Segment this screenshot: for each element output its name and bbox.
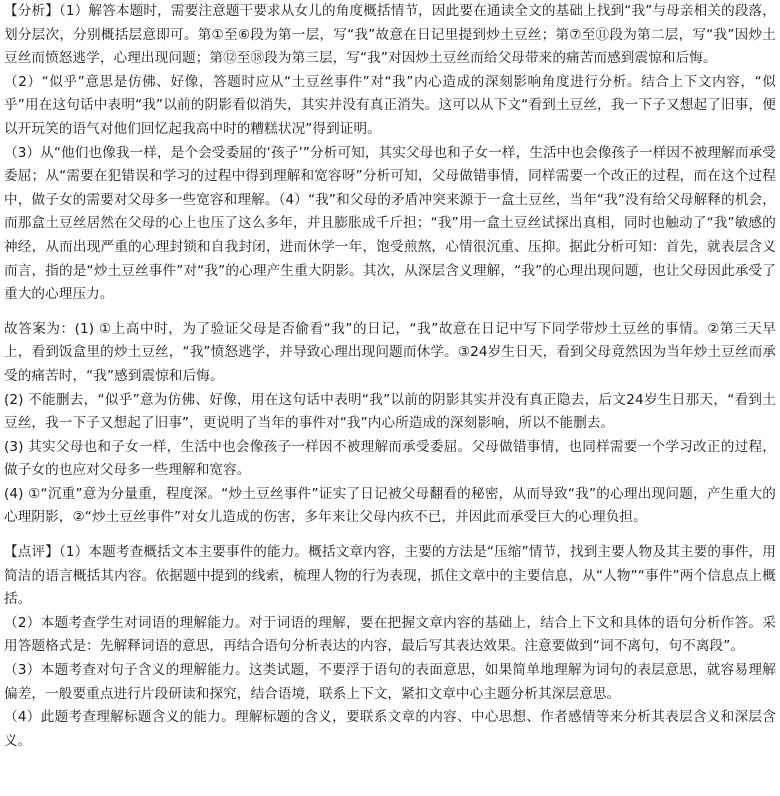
comment-section	[4, 541, 776, 753]
answer-paragraph-3: (3) 其实父母也和子女一样，生活中也会像孩子一样因不被理解而承受委屈。父母做错事情，也同样需要一个学习改正的过程，做子女的也应对父母多一些理解和宽容。	[4, 438, 776, 479]
answer-paragraph-4: (4) ①“沉重”意为分量重，程度深。“炒土豆丝事件”证实了日记被父母翻看的秘密，从而导致“我”的心理出现问题，产生重大的心理阴影，②“炒土豆丝事件”对女儿造成的伤害，多年来让父母内疚不已，并因此而承受巨大的心理负担。	[4, 485, 776, 526]
analysis-paragraph-2: （2）“似乎”意思是仿佛、好像，答题时应从“土豆丝事件”对“我”内心造成的深刻影响角度进行分析。结合上下文内容，“似乎”用在这句话中表明“我”以前的阴影看似消失，其实并没有真正消失。这可以从下文“看到土豆丝，我一下子又想起了旧事，便以开玩笑的语气对他们回忆起我高中时的糟糕状况”得到证明。	[4, 73, 776, 137]
comment-paragraph-3: （3）本题考查对句子含义的理解能力。这类试题，不要浮于语句的表面意思，如果简单地理解为词句的表层意思，就容易理解偏差，一般要重点进行片段研读和探究，结合语境，联系上下文，紧扣文章中心主题分析其深层意思。	[4, 662, 776, 702]
answer-section	[4, 318, 776, 530]
comment-paragraph-1: 【点评】（1）本题考查概括文本主要事件的能力。概括文章内容，主要的方法是“压缩”情节，找到主要人物及其主要的事件，用简洁的语言概括其内容。依据题中提到的线索，梳理人物的行为表现，抓住文章中的主要信息，从“人物”“事件”两个信息点上概括。	[4, 544, 776, 608]
analysis-section	[4, 0, 776, 307]
section-spacer	[4, 530, 776, 541]
comment-paragraph-4: （4）此题考查理解标题含义的能力。理解标题的含义，要联系文章的内容、中心思想、作者感情等来分析其表层含义和深层含义。	[4, 709, 776, 749]
analysis-paragraph-3: （3）从“他们也像我一样，是个会受委屈的‘孩子’”分析可知，其实父母也和子女一样，生活中也会像孩子一样因不被理解而承受委屈；从“需要在犯错误和学习的过程中得到理解和宽容呀”分析可知，父母做错事情，同样需要一个改正的过程，而在这个过程中，做子女的需要对父母多一些宽容和理解。（4）“我”和父母的矛盾冲突来源于一盒土豆丝，当年“我”没有给父母解释的机会，而那盒土豆丝居然在父母的心上也压了这么多年，并且膨胀成千斤担；“我”用一盒土豆丝试探出真相，同时也触动了“我”敏感的神经，从而出现严重的心理封锁和自我封闭，进而休学一年，饱受煎熬，心情很沉重、压抑。据此分析可知：首先，就表层含义而言，指的是“炒土豆丝事件”对“我”的心理产生重大阴影。其次，从深层含义理解，“我”的心理出现问题，也让父母因此承受了重大的心理压力。	[4, 144, 776, 303]
comment-paragraph-2: （2）本题考查学生对词语的理解能力。对于词语的理解，要在把握文章内容的基础上，结合上下文和具体的语句分析作答。采用答题格式是：先解释词语的意思，再结合语句分析表达的内容，最后写其表达效果。注意要做到“词不离句，句不离段”。	[4, 614, 776, 655]
section-spacer	[4, 307, 776, 318]
answer-paragraph-1: 故答案为：(1) ①上高中时，为了验证父母是否偷看“我”的日记，“我”故意在日记中写下同学带炒土豆丝的事情。②第三天早上，看到饭盒里的炒土豆丝，“我”愤怒逃学，并导致心理出现问题而休学。③24岁生日天，看到父母竟然因为当年炒土豆丝而承受的痛苦时，“我”感到震惊和后悔。	[4, 320, 776, 384]
answer-paragraph-2: (2) 不能删去，“似乎”意为仿佛、好像，用在这句话中表明“我”以前的阴影其实并没有真正隐去，后文24岁生日那天，“看到土豆丝，我一下子又想起了旧事”，更说明了当年的事件对“我”内心所造成的深刻影响，所以不能删去。	[4, 391, 776, 432]
analysis-paragraph-1: 【分析】（1）解答本题时，需要注意题干要求从女儿的角度概括情节，因此要在通读全文的基础上找到“我”与母亲相关的段落，划分层次，分别概括层意即可。第①至⑥段为第一层，写“我”故意在日记里提到炒土豆丝；第⑦至⑪段为第二层，写“我”因炒土豆丝而愤怒逃学，心理出现问题；第⑫至⑱段为第三层，写“我”对因炒土豆丝而给父母带来的痛苦而感到震惊和后悔。	[4, 3, 776, 67]
